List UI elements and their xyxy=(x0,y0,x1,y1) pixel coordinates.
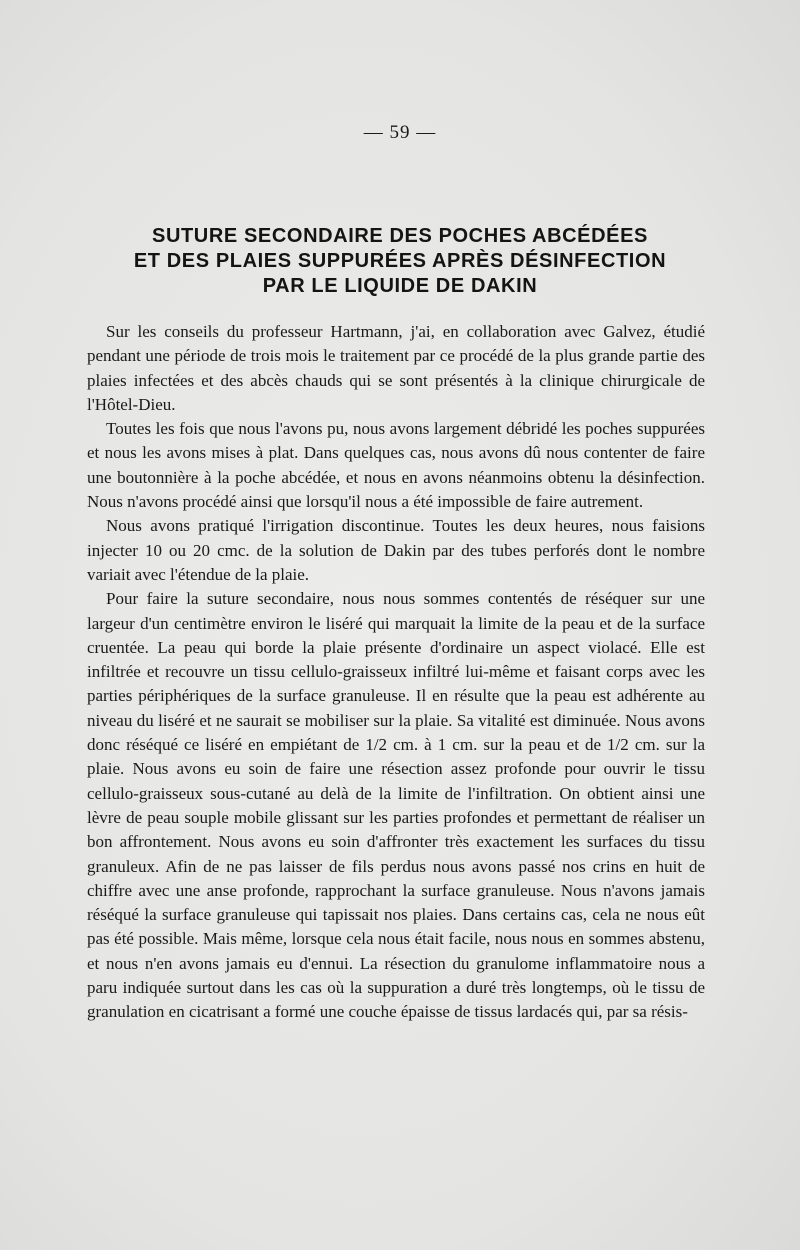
paragraph-4: Pour faire la suture secondaire, nous nous sommes contentés de réséquer sur une largeur d'un centimètre environ le liséré qui marquait la limite de la peau et de la surface cruentée. La peau qui borde la plaie présente d'ordinaire un aspect violacé. Elle est infiltrée et recouvre un tissu cellulo-graisseux infiltré lui-même et faisant corps avec les parties périphériques de la surface granuleuse. Il en résulte que la peau est adhérente au niveau du liséré et ne saurait se mobiliser sur la plaie. Sa vitalité est diminuée. Nous avons donc réséqué ce liséré en empiétant de 1/2 cm. à 1 cm. sur la peau et de 1/2 cm. sur la plaie. Nous avons eu soin de faire une résection assez profonde pour ouvrir le tissu cellulo-graisseux sous-cutané au delà de la limite de l'infiltration. On obtient ainsi une lèvre de peau souple mobile glissant sur les parties profondes et permettant de réaliser un bon affrontement. Nous avons eu soin d'affronter très exactement les surfaces du tissu granuleux. Afin de ne pas laisser de fils perdus nous avons passé nos crins en huit de chiffre avec une anse profonde, rapprochant la surface granuleuse. Nous n'avons jamais réséqué la surface granuleuse qui tapissait nos plaies. Dans certains cas, cela ne nous eût pas été possible. Mais même, lorsque cela nous était facile, nous nous en sommes abstenu, et nous n'en avons jamais eu d'ennui. La résection du granulome inflammatoire nous a paru indiquée surtout dans les cas où la suppuration a duré très longtemps, où le tissu de granulation en cicatrisant a formé une couche épaisse de tissus lardacés qui, par sa résis- xyxy=(87,589,705,1022)
paragraph-1: Sur les conseils du professeur Hartmann, j'ai, en collaboration avec Galvez, étudié pendant une période de trois mois le traitement par ce procédé de la plus grande partie des plaies infectées et des abcès chauds qui se sont présentés à la clinique chirurgicale de l'Hôtel-Dieu. xyxy=(87,322,705,414)
title-line-2: ET DES PLAIES SUPPURÉES APRÈS DÉSINFECTION xyxy=(133,250,667,272)
paragraph-2: Toutes les fois que nous l'avons pu, nous avons largement débridé les poches suppurées et nous les avons mises à plat. Dans quelques cas, nous avons dû nous contenter de faire une boutonnière à la poche abcédée, et nous en avons néanmoins obtenu la désinfection. Nous n'avons procédé ainsi que lorsqu'il nous a été impossible de faire autrement. xyxy=(87,419,705,512)
title-line-3: PAR LE LIQUIDE DE DAKIN xyxy=(262,275,538,297)
page-number: — 59 — xyxy=(363,122,437,143)
paragraph-3: Nous avons pratiqué l'irrigation discontinue. Toutes les deux heures, nous faisions injecter 10 ou 20 cmc. de la solution de Dakin par des tubes perforés dont le nombre variait avec l'étendue de la plaie. xyxy=(87,516,705,584)
title-line-1: SUTURE SECONDAIRE DES POCHES ABCÉDÉES xyxy=(152,225,648,247)
article-title xyxy=(60,224,740,299)
body-text xyxy=(87,320,705,1025)
